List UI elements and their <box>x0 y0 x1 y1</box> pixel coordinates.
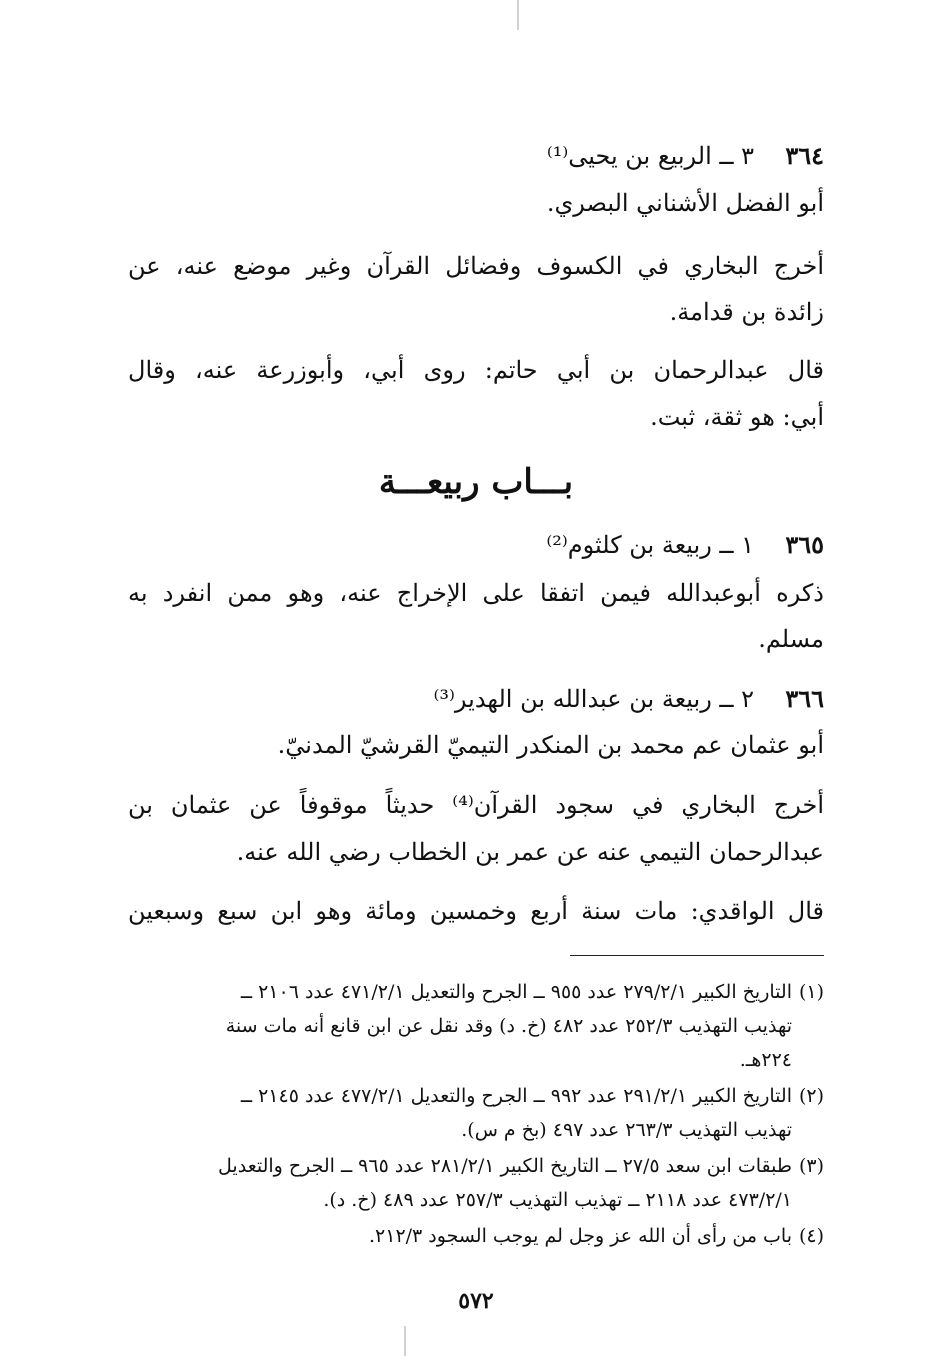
entry-title: ١ ــ ربيعة بن كلثوم⁽²⁾ <box>546 531 754 559</box>
footnote-1-line-1 <box>128 978 824 1006</box>
footnote-1-line-3: ٢٢٤هـ. <box>739 1049 792 1071</box>
entry-366-line-4: قال الواقدي: مات سنة أربع وخمسين ومائة وهو ابن سبع وسبعين <box>128 897 824 925</box>
footnote-text: التاريخ الكبير ٢٩١/٢/١ عدد ٩٩٢ ــ الجرح والتعديل ٤٧٧/٢/١ عدد ٢١٤٥ ــ <box>240 1085 792 1107</box>
entry-366-line-2: أخرج البخاري في سجود القرآن⁽⁴⁾ حديثاً موقوفاً عن عثمان بن <box>128 791 825 819</box>
entry-title: ٢ ــ ربيعة بن عبدالله بن الهدير⁽³⁾ <box>433 685 754 713</box>
entry-header-365 <box>128 528 824 562</box>
entry-number: ٣٦٦ <box>785 684 824 713</box>
footnote-text: باب من رأى أن الله عز وجل لم يوجب السجود ٢١٢/٣. <box>368 1225 792 1247</box>
scan-edge-mark-top <box>517 0 519 30</box>
footnote-text: طبقات ابن سعد ٢٧/٥ ــ التاريخ الكبير ٢٨١/٢/١ عدد ٩٦٥ ــ الجرح والتعديل <box>218 1155 792 1177</box>
entry-header-364 <box>128 139 824 173</box>
footnote-text: التاريخ الكبير ٢٧٩/٢/١ عدد ٩٥٥ ــ الجرح والتعديل ٤٧١/٢/١ عدد ٢١٠٦ ــ <box>240 981 792 1003</box>
entry-title: ٣ ــ الربيع بن يحيى⁽¹⁾ <box>546 142 754 170</box>
entry-header-366 <box>128 682 824 716</box>
scan-edge-mark-bottom <box>404 1326 406 1356</box>
footnote-marker: (١) <box>798 981 824 1003</box>
footnote-marker: (٤) <box>798 1225 824 1247</box>
entry-number: ٣٦٤ <box>785 141 824 170</box>
entry-366-line-3: عبدالرحمان التيمي عنه عن عمر بن الخطاب رضي الله عنه. <box>236 838 824 866</box>
section-heading: بـــاب ربيعـــة <box>378 462 574 502</box>
footnote-3-line-1 <box>128 1152 824 1180</box>
footnote-3-line-2: ٤٧٣/٢/١ عدد ٢١١٨ ــ تهذيب التهذيب ٢٥٧/٣ عدد ٤٨٩ (خ. د). <box>323 1189 792 1211</box>
footnote-2-line-2: تهذيب التهذيب ٢٦٣/٣ عدد ٤٩٧ (بخ م س). <box>461 1119 792 1141</box>
footnote-1-line-2: تهذيب التهذيب ٢٥٢/٣ عدد ٤٨٢ (خ. د) وقد نقل عن ابن قانع أنه مات سنة <box>225 1015 792 1037</box>
entry-number: ٣٦٥ <box>785 530 824 559</box>
footnote-2-line-1 <box>128 1082 824 1110</box>
entry-364-line-1: أبو الفضل الأشناني البصري. <box>546 189 824 217</box>
footnote-4-line-1 <box>128 1222 824 1250</box>
footnote-separator <box>570 955 824 956</box>
page-number: ٥٧٢ <box>458 1288 494 1314</box>
entry-365-line-1: ذكره أبوعبدالله فيمن اتفقا على الإخراج عنه، وهو ممن انفرد به <box>128 579 824 607</box>
entry-364-line-2: أخرج البخاري في الكسوف وفضائل القرآن وغير موضع عنه، عن <box>128 252 824 280</box>
entry-365-line-2: مسلم. <box>758 625 824 653</box>
footnote-marker: (٢) <box>798 1085 824 1107</box>
entry-364-line-3: زائدة بن قدامة. <box>669 298 824 326</box>
entry-366-line-1: أبو عثمان عم محمد بن المنكدر التيميّ القرشيّ المدنيّ. <box>277 731 824 759</box>
footnote-marker: (٣) <box>798 1155 824 1177</box>
entry-364-line-5: أبي: هو ثقة، ثبت. <box>650 403 824 431</box>
entry-364-line-4: قال عبدالرحمان بن أبي حاتم: روى أبي، وأبوزرعة عنه، وقال <box>128 356 824 384</box>
